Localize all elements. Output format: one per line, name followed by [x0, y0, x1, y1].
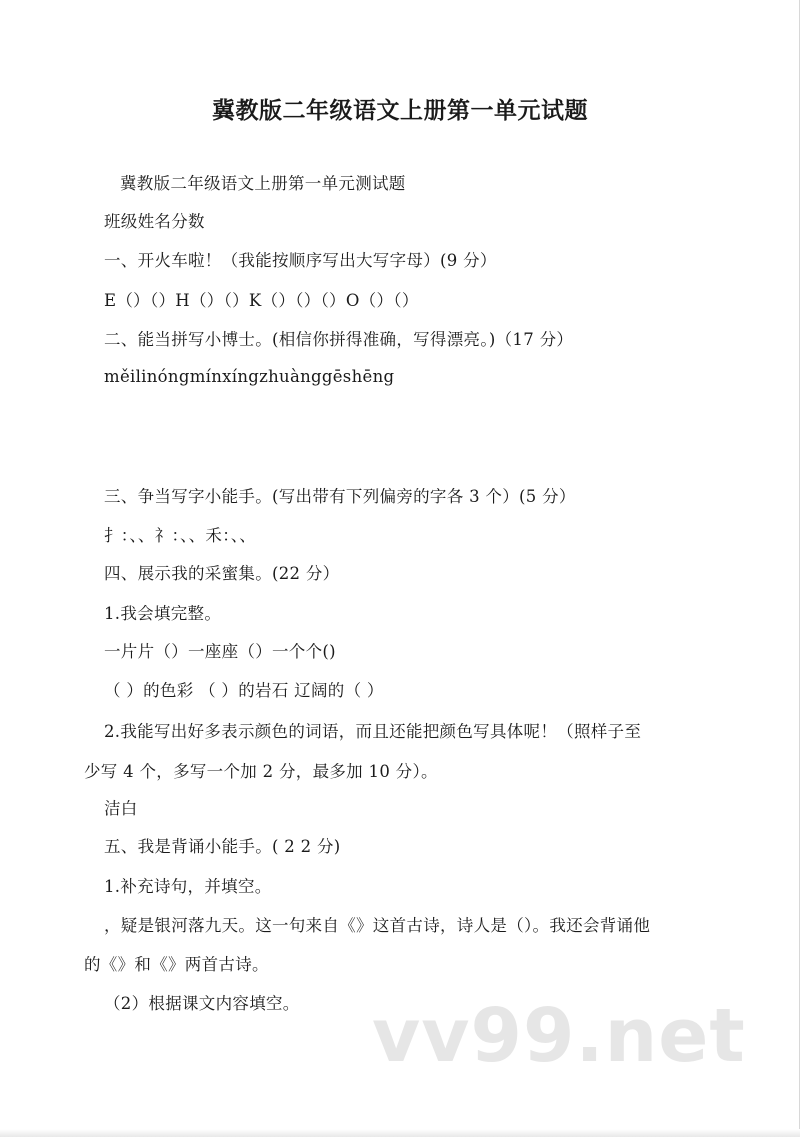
section-3-heading: 三、争当写字小能手。(写出带有下列偏旁的字各 3 个）(5 分）	[104, 487, 576, 506]
section-4-item-1: 1.我会填完整。	[104, 604, 222, 623]
section-5-heading: 五、我是背诵小能手。( 2 2 分)	[104, 837, 341, 856]
document-title: 冀教版二年级语文上册第一单元试题	[212, 98, 588, 124]
section-5-item-1: 1.补充诗句，并填空。	[104, 877, 272, 896]
watermark-text: vv99.net	[372, 993, 746, 1079]
section-2-pinyin: měilinóngmínxíngzhuànggēshēng	[104, 367, 395, 386]
section-4-item-2-cont: 少写 4 个，多写一个加 2 分，最多加 10 分）。	[84, 762, 438, 781]
class-name-score-line: 班级姓名分数	[104, 212, 205, 231]
section-5-poem-line-cont: 的《》和《》两首古诗。	[84, 955, 269, 974]
section-5-poem-line: ，疑是银河落九天。这一句来自《》这首古诗，诗人是（）。我还会背诵他	[104, 916, 651, 935]
section-2-heading: 二、能当拼写小博士。(相信你拼得准确，写得漂亮。)（17 分）	[104, 330, 574, 349]
section-4-fill-line-2: （ ）的色彩 （ ）的岩石 辽阔的（ ）	[104, 681, 384, 700]
section-4-item-2: 2.我能写出好多表示颜色的词语，而且还能把颜色写具体呢！（照样子至	[104, 722, 642, 741]
section-4-fill-line-1: 一片片（）一座座（）一个个()	[104, 642, 336, 661]
section-4-heading: 四、展示我的采蜜集。(22 分）	[104, 564, 340, 583]
section-1-heading: 一、开火车啦！（我能按顺序写出大写字母）(9 分）	[104, 251, 497, 270]
subtitle-line: 冀教版二年级语文上册第一单元测试题	[120, 174, 406, 193]
section-4-example: 洁白	[104, 799, 138, 818]
section-5-item-2: （2）根据课文内容填空。	[104, 994, 300, 1013]
page-bottom-edge	[0, 1129, 800, 1137]
section-3-radicals: 扌：、、礻：、、禾：、、	[104, 526, 257, 545]
section-1-letters: E（）（）H（）（）K（）（）（）O（）（）	[104, 291, 419, 310]
